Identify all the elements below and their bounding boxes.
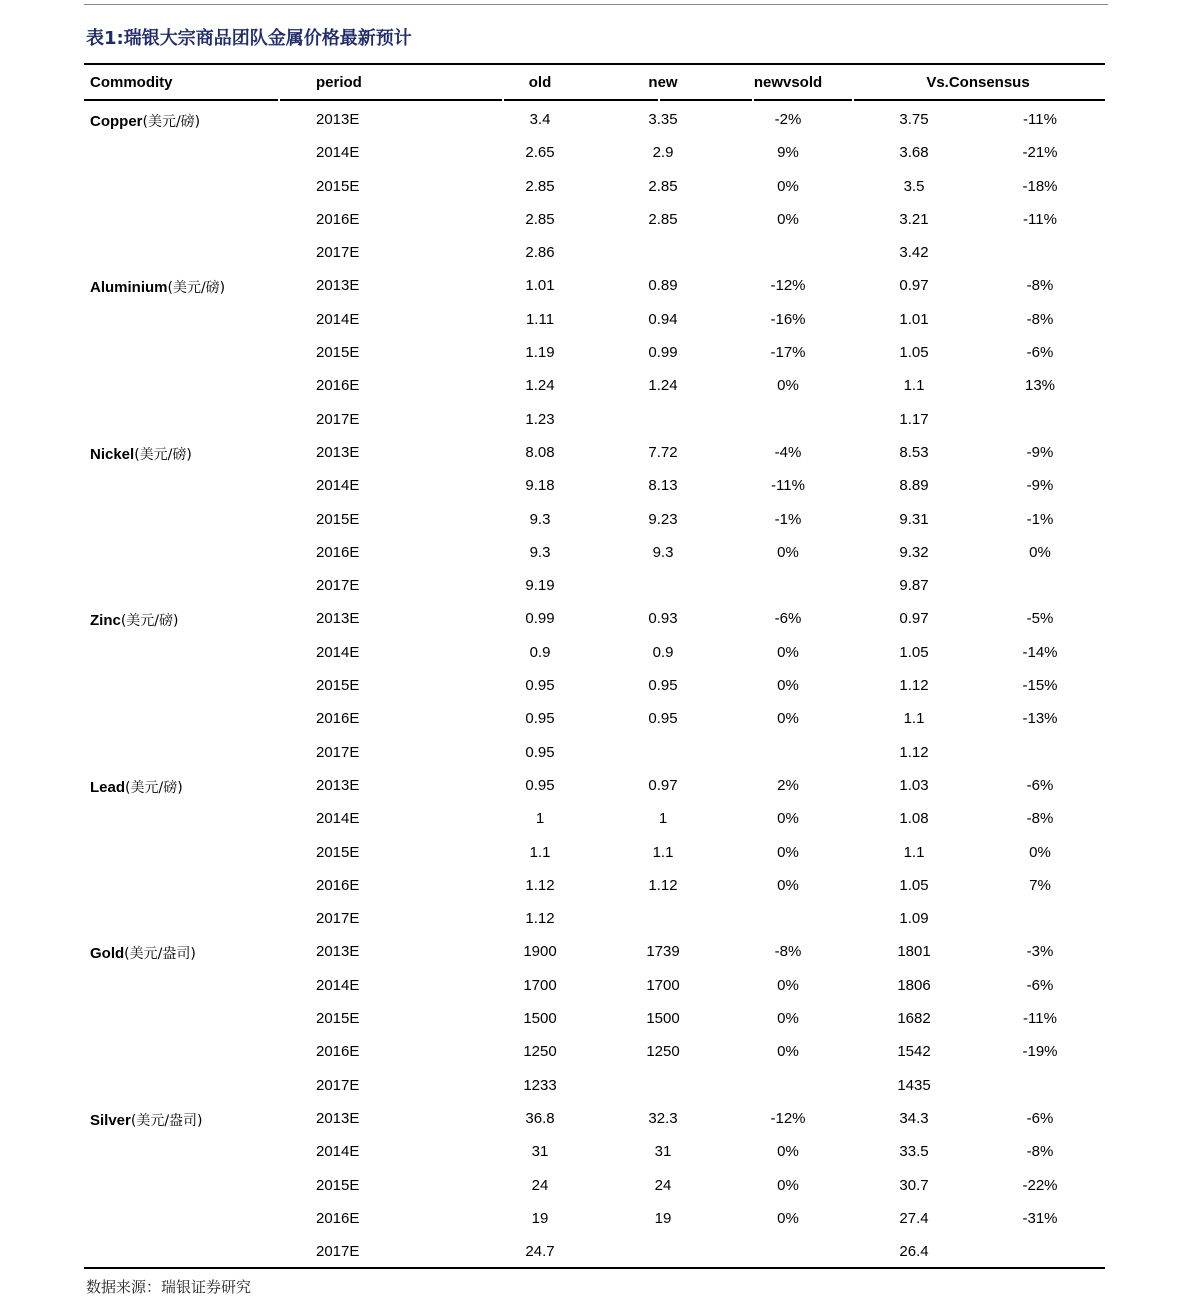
commodity-group-zinc <box>84 601 1105 767</box>
table-row: 2017E 1233 1435 <box>316 1076 931 1094</box>
cell-period: 2014E <box>316 1143 360 1161</box>
table-row: 2017E 2.86 3.42 <box>316 244 929 262</box>
table-row: Aluminium(美元/磅) 2013E 1.01 0.89 -12% 0.97 -8% <box>90 277 1054 297</box>
table-row: 2016E 1250 1250 0% 1542 -19% <box>316 1043 1058 1061</box>
table-row: 2014E 9.18 8.13 -11% 8.89 -9% <box>316 477 1054 495</box>
table-row: 2015E 2.85 2.85 0% 3.5 -18% <box>316 177 1058 195</box>
header-period: period <box>316 74 362 91</box>
table-row: Zinc(美元/磅) 2013E 0.99 0.93 -6% 0.97 -5% <box>90 610 1054 630</box>
cell-period: 2014E <box>316 976 360 994</box>
cell-period: 2013E <box>316 943 360 961</box>
cell-commodity: Nickel(美元/磅) <box>90 445 192 463</box>
cell-period: 2013E <box>316 111 360 128</box>
table-row: 2017E 9.19 9.87 <box>316 577 929 595</box>
cell-period: 2017E <box>316 910 360 928</box>
commodity-group-copper <box>84 102 1105 268</box>
cell-period: 2015E <box>316 344 360 362</box>
top-rule <box>84 4 1108 5</box>
commodity-group-aluminium <box>84 268 1105 434</box>
cell-period: 2015E <box>316 677 360 695</box>
table-body <box>84 102 1105 1267</box>
table-row: 2017E 0.95 1.12 <box>316 743 929 761</box>
cell-period: 2014E <box>316 643 360 661</box>
cell-period: 2015E <box>316 1010 360 1028</box>
table-row: 2016E 19 19 0% 27.4 -31% <box>316 1209 1058 1227</box>
table-row: Lead(美元/磅) 2013E 0.95 0.97 2% 1.03 -6% <box>90 776 1054 796</box>
commodity-group-nickel <box>84 435 1105 601</box>
table-row: 2015E 24 24 0% 30.7 -22% <box>316 1176 1058 1194</box>
table-row: 2014E 2.65 2.9 9% 3.68 -21% <box>316 144 1058 162</box>
commodity-group-gold <box>84 934 1105 1100</box>
cell-period: 2017E <box>316 577 360 595</box>
cell-period: 2017E <box>316 244 360 262</box>
cell-period: 2013E <box>316 443 360 461</box>
cell-period: 2017E <box>316 410 360 428</box>
cell-period: 2015E <box>316 177 360 195</box>
table-row: 2014E 31 31 0% 33.5 -8% <box>316 1143 1054 1161</box>
cell-commodity: Silver(美元/盎司) <box>90 1111 203 1129</box>
table-row: 2017E 1.12 1.09 <box>316 910 929 928</box>
cell-period: 2015E <box>316 843 360 861</box>
table-row: 2014E 0.9 0.9 0% 1.05 -14% <box>316 643 1058 661</box>
table-row: 2016E 2.85 2.85 0% 3.21 -11% <box>316 210 1057 228</box>
cell-commodity: Lead(美元/磅) <box>90 778 183 796</box>
cell-period: 2016E <box>316 210 360 228</box>
table-header: Commodity period old new newvsold Vs.Consensus <box>90 74 1030 91</box>
cell-period: 2014E <box>316 144 360 162</box>
table-row: 2017E 1.23 1.17 <box>316 410 929 428</box>
table-row: 2016E 1.24 1.24 0% 1.1 13% <box>316 377 1056 395</box>
table-row: 2015E 0.95 0.95 0% 1.12 -15% <box>316 677 1058 695</box>
cell-period: 2014E <box>316 310 360 328</box>
cell-period: 2015E <box>316 1176 360 1194</box>
table-row: Copper(美元/磅) 2013E 3.4 3.35 -2% 3.75 -11% <box>90 111 1057 130</box>
cell-period: 2016E <box>316 710 360 728</box>
cell-commodity: Copper(美元/磅) <box>90 113 201 130</box>
cell-period: 2016E <box>316 377 360 395</box>
cell-period: 2016E <box>316 876 360 894</box>
cell-period: 2016E <box>316 1043 360 1061</box>
table-row: 2017E 24.7 26.4 <box>316 1243 929 1261</box>
commodity-group-silver <box>84 1101 1105 1267</box>
cell-period: 2013E <box>316 776 360 794</box>
metal-price-table <box>84 63 1105 1269</box>
cell-commodity: Aluminium(美元/磅) <box>90 279 226 297</box>
cell-period: 2014E <box>316 477 360 495</box>
table-row: Nickel(美元/磅) 2013E 8.08 7.72 -4% 8.53 -9% <box>90 443 1054 463</box>
commodity-group-lead <box>84 768 1105 934</box>
cell-period: 2015E <box>316 510 360 528</box>
cell-commodity: Gold(美元/盎司) <box>90 945 196 963</box>
cell-period: 2016E <box>316 1209 360 1227</box>
cell-period: 2017E <box>316 743 360 761</box>
table-row: 2014E 1 1 0% 1.08 -8% <box>316 810 1054 828</box>
cell-period: 2017E <box>316 1243 360 1261</box>
cell-period: 2013E <box>316 277 360 295</box>
table-row: 2016E 0.95 0.95 0% 1.1 -13% <box>316 710 1058 728</box>
cell-period: 2013E <box>316 610 360 628</box>
table-row: 2015E 1500 1500 0% 1682 -11% <box>316 1010 1057 1028</box>
cell-commodity: Zinc(美元/磅) <box>90 612 179 630</box>
table-row: 2015E 1.19 0.99 -17% 1.05 -6% <box>316 344 1054 362</box>
cell-period: 2014E <box>316 810 360 828</box>
cell-period: 2013E <box>316 1109 360 1127</box>
table-title: 表1:瑞银大宗商品团队金属价格最新预计 <box>86 28 412 49</box>
cell-period: 2016E <box>316 543 360 561</box>
table-row: Gold(美元/盎司) 2013E 1900 1739 -8% 1801 -3% <box>90 943 1054 963</box>
table-row: 2016E 1.12 1.12 0% 1.05 7% <box>316 876 1051 894</box>
table-row: 2014E 1700 1700 0% 1806 -6% <box>316 976 1054 994</box>
table-row: Silver(美元/盎司) 2013E 36.8 32.3 -12% 34.3 -6% <box>90 1109 1054 1129</box>
table-row: 2015E 1.1 1.1 0% 1.1 0% <box>316 843 1051 861</box>
table-bottom-rule <box>84 1267 1105 1269</box>
source-note: 数据来源：瑞银证券研究 <box>86 1278 252 1296</box>
table-row: 2016E 9.3 9.3 0% 9.32 0% <box>316 543 1051 561</box>
table-row: 2014E 1.11 0.94 -16% 1.01 -8% <box>316 310 1054 328</box>
header-commodity: Commodity <box>90 74 173 91</box>
cell-period: 2017E <box>316 1076 360 1094</box>
table-row: 2015E 9.3 9.23 -1% 9.31 -1% <box>316 510 1054 528</box>
